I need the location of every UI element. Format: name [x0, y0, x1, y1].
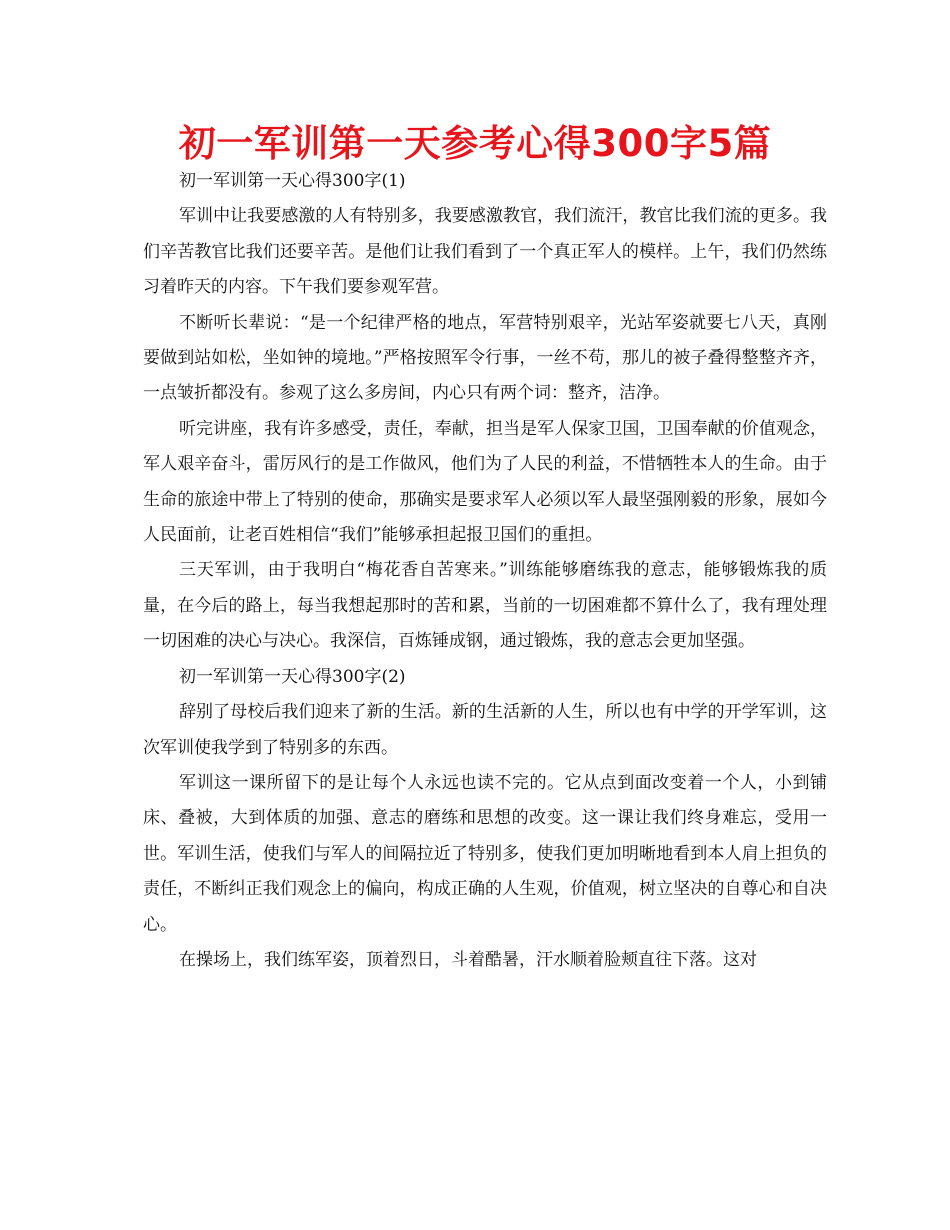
document-body	[143, 164, 827, 978]
document-title: 初一军训第一天参考心得300字5篇	[178, 122, 772, 165]
paragraph: 军训这一课所留下的是让每个人永远也读不完的。它从点到面改变着一个人，小到铺床、叠被，大到体质的加强、意志的磨练和思想的改变。这一课让我们终身难忘，受用一世。军训生活，使我们与军人的间隔拉近了特别多，使我们更加明晰地看到本人肩上担负的责任，不断纠正我们观念上的偏向，构成正确的人生观，价值观，树立坚决的自尊心和自决心。	[143, 772, 827, 935]
section-heading-1: 初一军训第一天心得300字(1)	[179, 171, 406, 191]
paragraph: 不断听长辈说：“是一个纪律严格的地点，军营特别艰辛，光站军姿就要七八天，真刚要做到站如松，坐如钟的境地。”严格按照军令行事，一丝不苟，那儿的被子叠得整整齐齐，一点皱折都没有。参观了这么多房间，内心只有两个词：整齐，洁净。	[143, 312, 827, 404]
paragraph: 军训中让我要感激的人有特别多，我要感激教官，我们流汗，教官比我们流的更多。我们辛苦教官比我们还要辛苦。是他们让我们看到了一个真正军人的模样。上午，我们仍然练习着昨天的内容。下午我们要参观军营。	[143, 206, 827, 298]
paragraph: 辞别了母校后我们迎来了新的生活。新的生活新的人生，所以也有中学的开学军训，这次军训使我学到了特别多的东西。	[143, 702, 827, 758]
paragraph: 听完讲座，我有许多感受，责任，奉献，担当是军人保家卫国，卫国奉献的价值观念，军人艰辛奋斗，雷厉风行的是工作做风，他们为了人民的利益，不惜牺牲本人的生命。由于生命的旅途中带上了特别的使命，那确实是要求军人必须以军人最坚强刚毅的形象，展如今人民面前，让老百姓相信“我们”能够承担起报卫国们的重担。	[143, 418, 827, 546]
section-heading-2: 初一军训第一天心得300字(2)	[179, 666, 406, 687]
paragraph: 三天军训，由于我明白“梅花香自苦寒来。”训练能够磨练我的意志，能够锻炼我的质量，在今后的路上，每当我想起那时的苦和累，当前的一切困难都不算什么了，我有理处理一切困难的决心与决心。我深信，百炼锤成钢，通过锻炼，我的意志会更加坚强。	[143, 560, 827, 652]
paragraph: 在操场上，我们练军姿，顶着烈日，斗着酷暑，汗水顺着脸颊直往下落。这对	[179, 949, 757, 970]
